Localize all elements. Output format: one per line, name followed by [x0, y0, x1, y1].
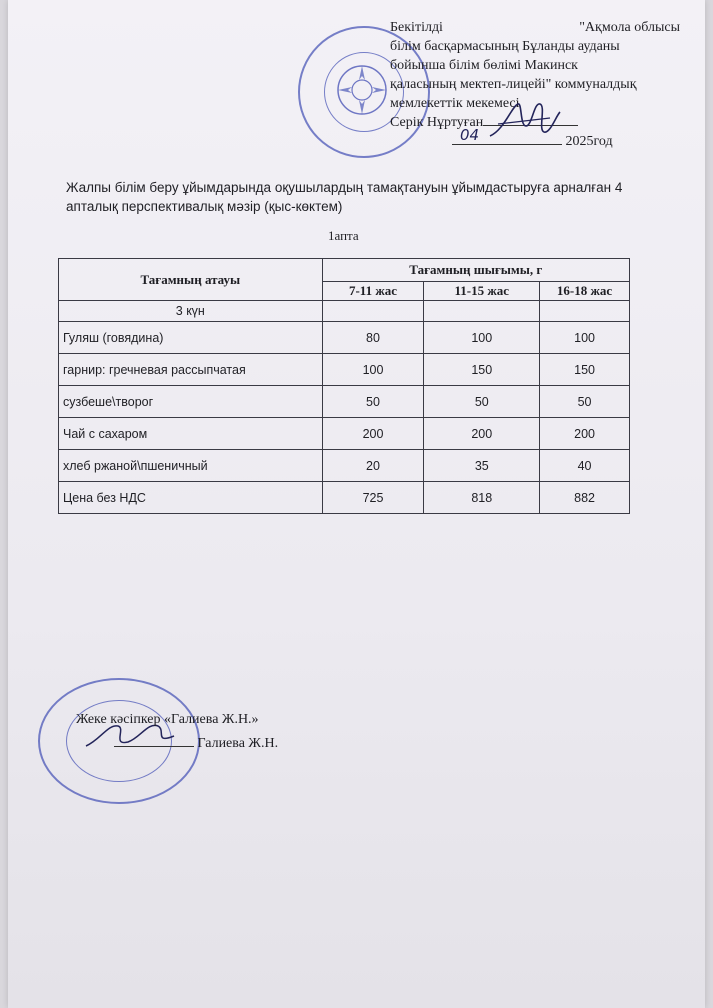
entrepreneur-line: Жеке кәсіпкер «Галиева Ж.Н.» — [76, 712, 259, 727]
header-yield: Тағамның шығымы, г — [322, 259, 629, 282]
org-line-5: мемлекеттік мекемесі — [390, 96, 520, 111]
yield-7-11: 200 — [322, 418, 424, 450]
org-line-4: қаласының мектеп-лицейі" коммуналдық — [390, 77, 637, 92]
dish-name: сузбеше\творог — [59, 386, 323, 418]
table-row — [59, 386, 630, 418]
signature-line — [114, 734, 194, 747]
header-dish-name: Тағамның атауы — [59, 259, 323, 301]
menu-table — [58, 258, 630, 514]
price-row — [59, 482, 630, 514]
price-label: Цена без НДС — [59, 482, 323, 514]
document-title: Жалпы білім беру ұйымдарында оқушылардың тамақтануын ұйымдастыруға арналған 4 апталық перспективалық мәзір (қыс-көктем) — [66, 180, 623, 214]
signer-name: Серік Нұртуған — [390, 115, 484, 130]
price-7-11: 725 — [322, 482, 424, 514]
dish-name: Гуляш (говядина) — [59, 322, 323, 354]
table-row — [59, 450, 630, 482]
price-11-15: 818 — [424, 482, 540, 514]
table-row — [59, 418, 630, 450]
footer-signer-line — [76, 732, 278, 756]
yield-7-11: 50 — [322, 386, 424, 418]
footer-block — [76, 708, 278, 756]
yield-7-11: 80 — [322, 322, 424, 354]
day-row — [59, 301, 630, 322]
yield-11-15: 50 — [424, 386, 540, 418]
yield-7-11: 100 — [322, 354, 424, 386]
handwritten-signature — [484, 96, 564, 146]
yield-16-18: 200 — [540, 418, 630, 450]
yield-11-15: 200 — [424, 418, 540, 450]
org-line-2: білім басқармасының Бұланды ауданы — [390, 39, 620, 54]
day-label: 3 күн — [59, 301, 323, 322]
header-age-2: 11-15 жас — [424, 282, 540, 301]
approved-label: Бекітілді — [390, 20, 443, 35]
org-line-3: бойынша білім бөлімі Макинск — [390, 58, 578, 73]
dish-name: хлеб ржаной\пшеничный — [59, 450, 323, 482]
header-age-3: 16-18 жас — [540, 282, 630, 301]
dish-name: Чай с сахаром — [59, 418, 323, 450]
yield-7-11: 20 — [322, 450, 424, 482]
yield-11-15: 150 — [424, 354, 540, 386]
yield-16-18: 50 — [540, 386, 630, 418]
date-day: 04 — [460, 126, 480, 144]
yield-11-15: 100 — [424, 322, 540, 354]
table-header-row — [59, 259, 630, 282]
date-year: 2025год — [565, 134, 613, 149]
state-emblem-icon — [334, 62, 390, 118]
table-row — [59, 354, 630, 386]
empty-cell — [424, 301, 540, 322]
empty-cell — [540, 301, 630, 322]
table-row — [59, 322, 630, 354]
week-label: 1апта — [328, 228, 359, 243]
footer-signer: Галиева Ж.Н. — [197, 736, 279, 751]
document-page — [8, 0, 705, 1008]
yield-11-15: 35 — [424, 450, 540, 482]
yield-16-18: 150 — [540, 354, 630, 386]
dish-name: гарнир: гречневая рассыпчатая — [59, 354, 323, 386]
empty-cell — [322, 301, 424, 322]
price-16-18: 882 — [540, 482, 630, 514]
header-age-1: 7-11 жас — [322, 282, 424, 301]
org-line-1: "Ақмола облысы — [579, 20, 680, 35]
yield-16-18: 100 — [540, 322, 630, 354]
yield-16-18: 40 — [540, 450, 630, 482]
